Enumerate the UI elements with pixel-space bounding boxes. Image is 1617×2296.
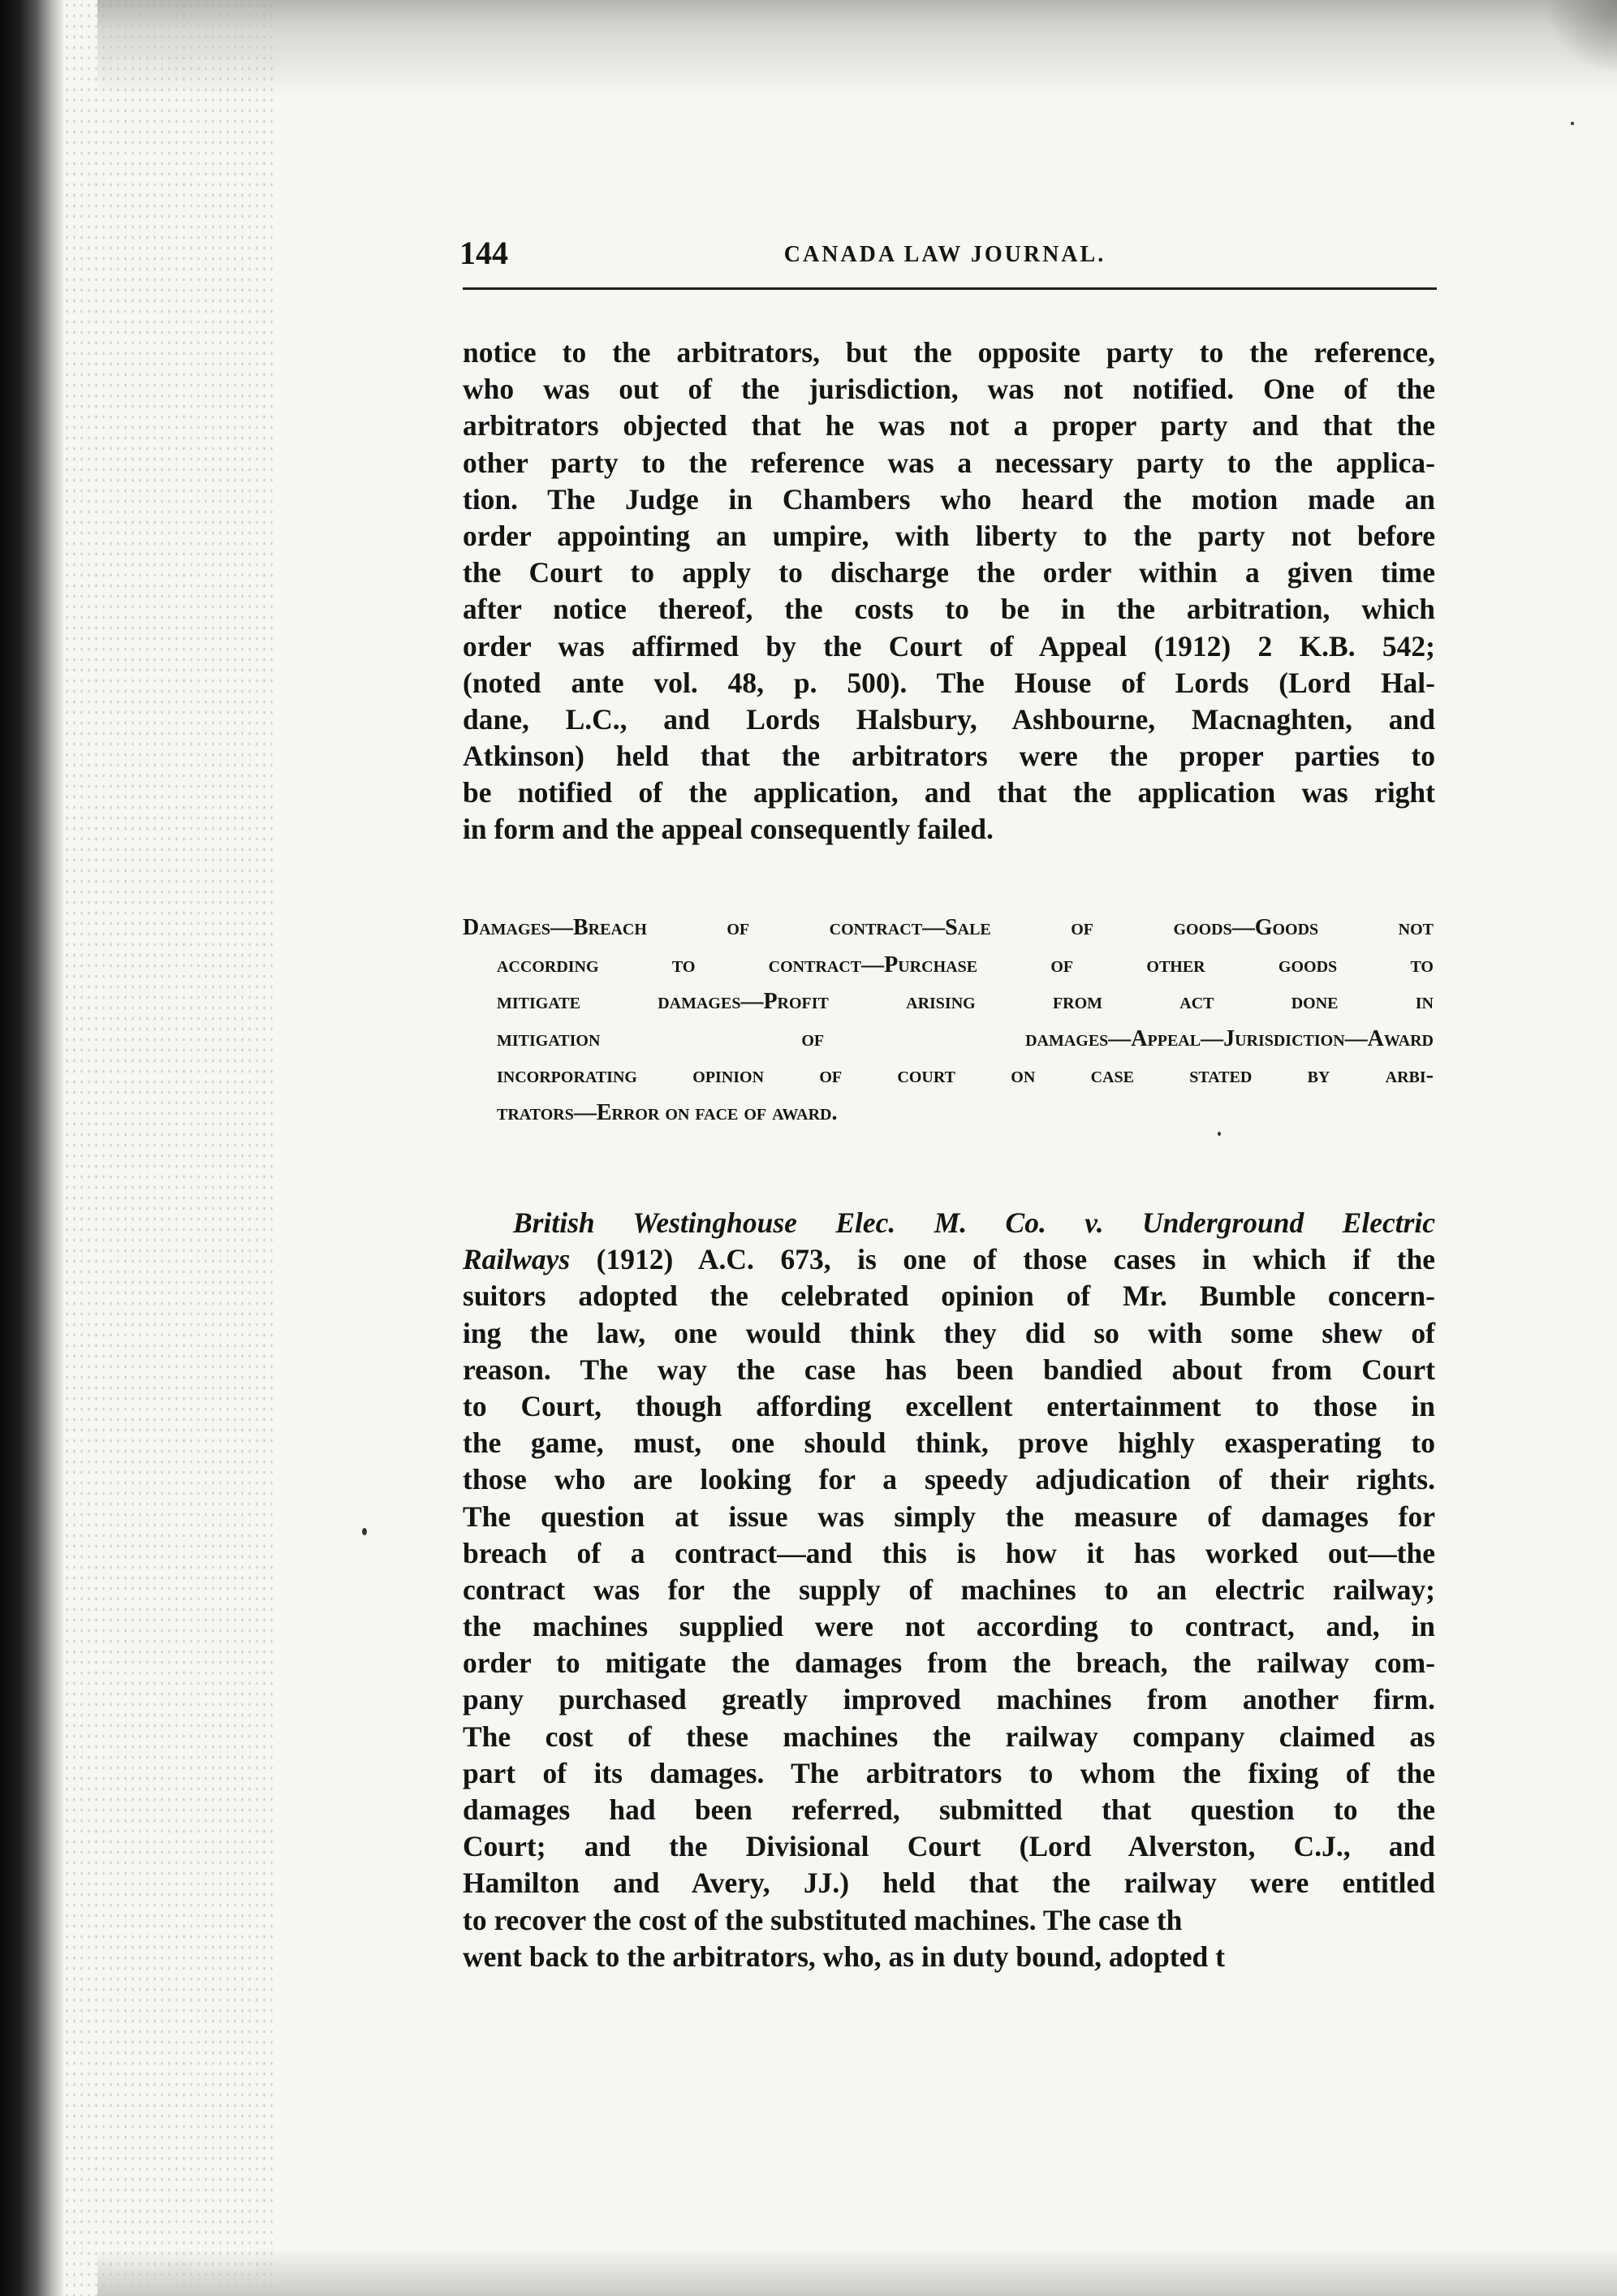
text-line: who was out of the jurisdiction, was not notified. One of the bbox=[463, 373, 1435, 406]
paragraph-1 bbox=[463, 334, 1435, 848]
corner-stain bbox=[1542, 0, 1617, 179]
text-line: part of its damages. The arbitrators to whom the fixing of the bbox=[463, 1756, 1435, 1789]
text-line: the game, must, one should think, prove highly exasperating to bbox=[463, 1426, 1435, 1460]
text-line: other party to the reference was a necessary party to the applica- bbox=[463, 446, 1435, 479]
text-line: went back to the arbitrators, who, as in duty bound, adopted t bbox=[463, 1940, 1225, 1973]
text-line: Atkinson) held that the arbitrators were the proper parties to bbox=[463, 740, 1435, 773]
page-number: 144 bbox=[459, 235, 508, 271]
top-edge-stain bbox=[97, 0, 1617, 97]
text-line: breach of a contract—and this is how it has worked out—the bbox=[463, 1536, 1435, 1569]
section-heading bbox=[463, 909, 1434, 1132]
text-line: (noted ante vol. 48, p. 500). The House of Lords (Lord Hal- bbox=[463, 666, 1435, 699]
text-line: the Court to apply to discharge the order within a given time bbox=[463, 556, 1435, 589]
text-line: The cost of these machines the railway company claimed as bbox=[463, 1720, 1435, 1753]
text-line: suitors adopted the celebrated opinion of Mr. Bumble concern- bbox=[463, 1280, 1435, 1313]
text-line: be notified of the application, and that the application was right bbox=[463, 776, 1435, 809]
running-head: CANADA LAW JOURNAL. bbox=[783, 242, 1106, 267]
heading-line: Damages—Breach of contract—Sale of goods—Goods not bbox=[463, 915, 1434, 940]
text-line: damages had been referred, submitted that question to the bbox=[463, 1793, 1435, 1826]
heading-line: mitigate damages—Profit arising from act done in bbox=[497, 989, 1434, 1015]
heading-line: mitigation of damages—Appeal—Jurisdiction—Award bbox=[497, 1025, 1434, 1051]
paragraph-2 bbox=[463, 1205, 1435, 1975]
book-binding-shadow bbox=[0, 0, 63, 2296]
ink-speck bbox=[362, 1528, 367, 1535]
text-line: in form and the appeal consequently failed. bbox=[463, 813, 994, 846]
text-line: The question at issue was simply the measure of damages for bbox=[463, 1500, 1435, 1533]
heading-line: incorporating opinion of court on case stated by arbi- bbox=[497, 1063, 1434, 1089]
case-name-continued: Railways bbox=[463, 1243, 571, 1276]
text-line: after notice thereof, the costs to be in the arbitration, which bbox=[463, 593, 1435, 626]
text-line: order appointing an umpire, with liberty to the party not before bbox=[463, 519, 1435, 552]
text-line: notice to the arbitrators, but the opposite party to the reference, bbox=[463, 336, 1435, 369]
text-line: arbitrators objected that he was not a proper party and that the bbox=[463, 409, 1435, 442]
text-line: tion. The Judge in Chambers who heard the motion made an bbox=[463, 482, 1435, 516]
text-line: dane, L.C., and Lords Halsbury, Ashbourne, Macnaghten, and bbox=[463, 702, 1435, 736]
text-line: contract was for the supply of machines to an electric railway; bbox=[463, 1573, 1435, 1606]
text-line: order was affirmed by the Court of Appeal (1912) 2 K.B. 542; bbox=[463, 629, 1435, 662]
text-line: pany purchased greatly improved machines from another firm. bbox=[463, 1683, 1435, 1716]
page-header bbox=[453, 229, 1437, 278]
text-line bbox=[463, 1241, 1435, 1278]
text-line: order to mitigate the damages from the breach, the railway com- bbox=[463, 1646, 1435, 1680]
heading-line: trators—Error on face of award. bbox=[497, 1099, 838, 1125]
ink-speck bbox=[1218, 1132, 1221, 1136]
text-line: Hamilton and Avery, JJ.) held that the railway were entitled bbox=[463, 1867, 1435, 1900]
text-line: those who are looking for a speedy adjudication of their rights. bbox=[463, 1463, 1435, 1496]
text-line: to recover the cost of the substituted machines. The case th bbox=[463, 1903, 1183, 1936]
text-line: to Court, though affording excellent entertainment to those in bbox=[463, 1389, 1435, 1422]
case-citation-line: British Westinghouse Elec. M. Co. v. Underground Electric bbox=[513, 1206, 1435, 1239]
binding-speckle bbox=[63, 0, 274, 2296]
header-rule bbox=[463, 287, 1437, 290]
text-line: reason. The way the case has been bandied about from Court bbox=[463, 1353, 1435, 1386]
ink-speck bbox=[1571, 122, 1574, 125]
text-line: ing the law, one would think they did so with some shew of bbox=[463, 1316, 1435, 1349]
heading-line: according to contract—Purchase of other goods to bbox=[497, 952, 1434, 978]
text-line: Court; and the Divisional Court (Lord Alverston, C.J., and bbox=[463, 1830, 1435, 1863]
citation-text: (1912) A.C. 673, is one of those cases in which if the bbox=[570, 1243, 1435, 1276]
bottom-edge-shadow bbox=[97, 2249, 1617, 2296]
text-line: the machines supplied were not according to contract, and, in bbox=[463, 1610, 1435, 1643]
